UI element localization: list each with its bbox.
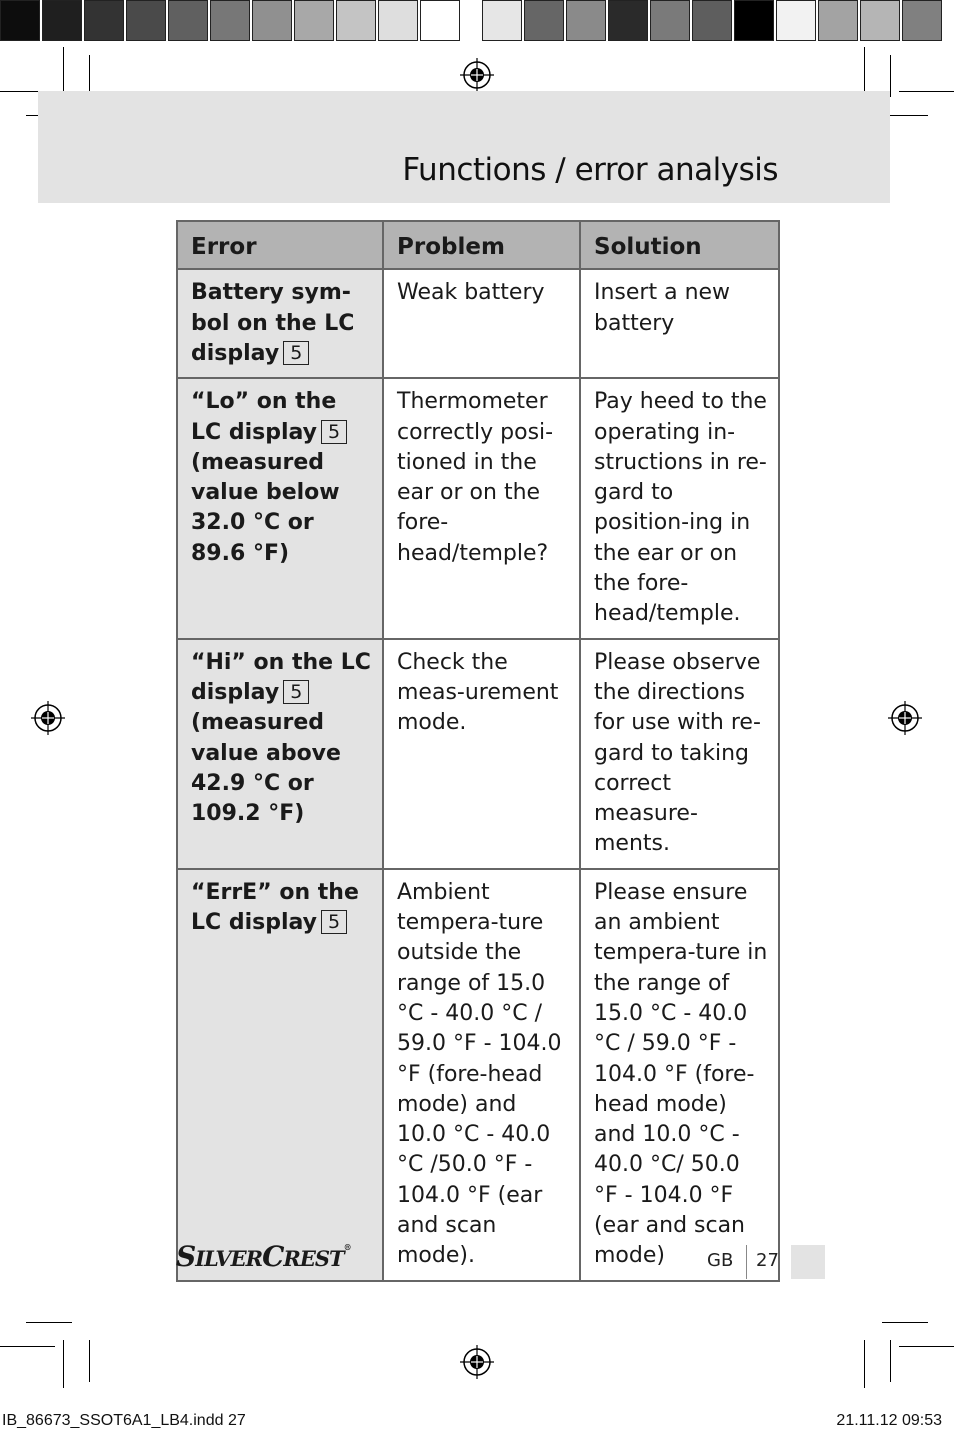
calibration-swatch: [566, 0, 606, 41]
calibration-swatch: [776, 0, 816, 41]
error-cell: [177, 639, 383, 869]
error-analysis-table: [176, 220, 780, 1282]
table-row: [177, 378, 779, 638]
solution-cell: Please observe the directions for use with re-gard to taking correct measure-ments.: [580, 639, 779, 869]
crop-mark: [864, 1340, 865, 1388]
brand-logo: SILVERCREST®: [176, 1240, 351, 1273]
calibration-swatch: [126, 0, 166, 41]
error-detail: (measured value above 42.9 °C or 109.2 °F): [191, 710, 341, 827]
page-title: Functions / error analysis: [402, 152, 778, 188]
header-solution: Solution: [580, 221, 779, 269]
solution-cell: Pay heed to the operating in-structions in re-gard to position-ing in the ear or on the fore-head/temple.: [580, 378, 779, 638]
crop-mark: [899, 91, 954, 92]
problem-cell: Thermometer correctly posi-tioned in the ear or on the fore-head/temple?: [383, 378, 580, 638]
solution-cell: Insert a new battery: [580, 269, 779, 378]
crop-mark: [864, 47, 865, 97]
error-text: “Lo” on the LC display: [191, 389, 337, 445]
error-text: “Hi” on the LC display: [191, 649, 371, 705]
page-number: 27: [756, 1250, 779, 1271]
calibration-swatch: [692, 0, 732, 41]
calibration-swatch: [818, 0, 858, 41]
language-code: GB: [707, 1250, 734, 1271]
error-cell: [177, 869, 383, 1281]
header-error: Error: [177, 221, 383, 269]
crop-mark: [0, 1346, 55, 1347]
crop-mark: [890, 1340, 891, 1382]
calibration-swatch: [336, 0, 376, 41]
crop-mark: [63, 47, 64, 97]
error-text: “ErrE” on the LC display: [191, 879, 359, 936]
registration-mark-icon: [31, 701, 65, 735]
calibration-swatch: [0, 0, 40, 41]
calibration-swatch: [210, 0, 250, 41]
crop-mark: [89, 1340, 90, 1382]
calibration-swatch: [84, 0, 124, 41]
solution-cell: Please ensure an ambient tempera-ture in the range of 15.0 °C - 40.0 °C / 59.0 °F - 104.0 °F (fore-head mode) and 10.0 °C - 40.0 °C/ 50.0 °F - 104.0 °F (ear and scan mode): [580, 869, 779, 1281]
error-detail: (measured value below 32.0 °C or 89.6 °F): [191, 449, 340, 566]
crop-mark: [26, 1322, 72, 1323]
crop-mark: [63, 1340, 64, 1388]
crop-mark: [882, 1322, 928, 1323]
calibration-swatch: [168, 0, 208, 41]
calibration-swatch: [902, 0, 942, 41]
calibration-swatch: [420, 0, 460, 41]
calibration-bar-right: [482, 0, 944, 45]
error-text: Battery sym-bol on the LC display: [191, 280, 355, 366]
calibration-swatch: [608, 0, 648, 41]
calibration-bar-left: [0, 0, 462, 45]
display-reference: 5: [283, 680, 309, 704]
crop-mark: [899, 1346, 954, 1347]
registration-mark-icon: [460, 58, 494, 92]
registration-mark-icon: [460, 1345, 494, 1379]
calibration-swatch: [294, 0, 334, 41]
footer-divider: [746, 1245, 747, 1279]
header-problem: Problem: [383, 221, 580, 269]
table-row: [177, 869, 779, 1281]
table-header-row: [177, 221, 779, 269]
table-row: [177, 639, 779, 869]
table-row: [177, 269, 779, 378]
registration-mark-icon: [888, 701, 922, 735]
calibration-swatch: [860, 0, 900, 41]
calibration-swatch: [378, 0, 418, 41]
calibration-swatch: [482, 0, 522, 41]
problem-cell: Weak battery: [383, 269, 580, 378]
display-reference: 5: [283, 341, 309, 365]
problem-cell: Ambient tempera-ture outside the range of 15.0 °C - 40.0 °C / 59.0 °F - 104.0 °F (fore-head mode) and 10.0 °C - 40.0 °C /50.0 °F - 104.0 °F (ear and scan mode).: [383, 869, 580, 1281]
calibration-swatch: [650, 0, 690, 41]
calibration-swatch: [42, 0, 82, 41]
display-reference: 5: [321, 420, 347, 444]
print-slug-file: IB_86673_SSOT6A1_LB4.indd 27: [2, 1412, 246, 1429]
error-cell: [177, 378, 383, 638]
page-tab: [791, 1245, 825, 1279]
calibration-swatch: [734, 0, 774, 41]
calibration-swatch: [524, 0, 564, 41]
error-cell: [177, 269, 383, 378]
display-reference: 5: [321, 910, 347, 934]
problem-cell: Check the meas-urement mode.: [383, 639, 580, 869]
print-slug-datetime: 21.11.12 09:53: [836, 1412, 942, 1429]
calibration-swatch: [252, 0, 292, 41]
crop-mark: [890, 55, 891, 97]
